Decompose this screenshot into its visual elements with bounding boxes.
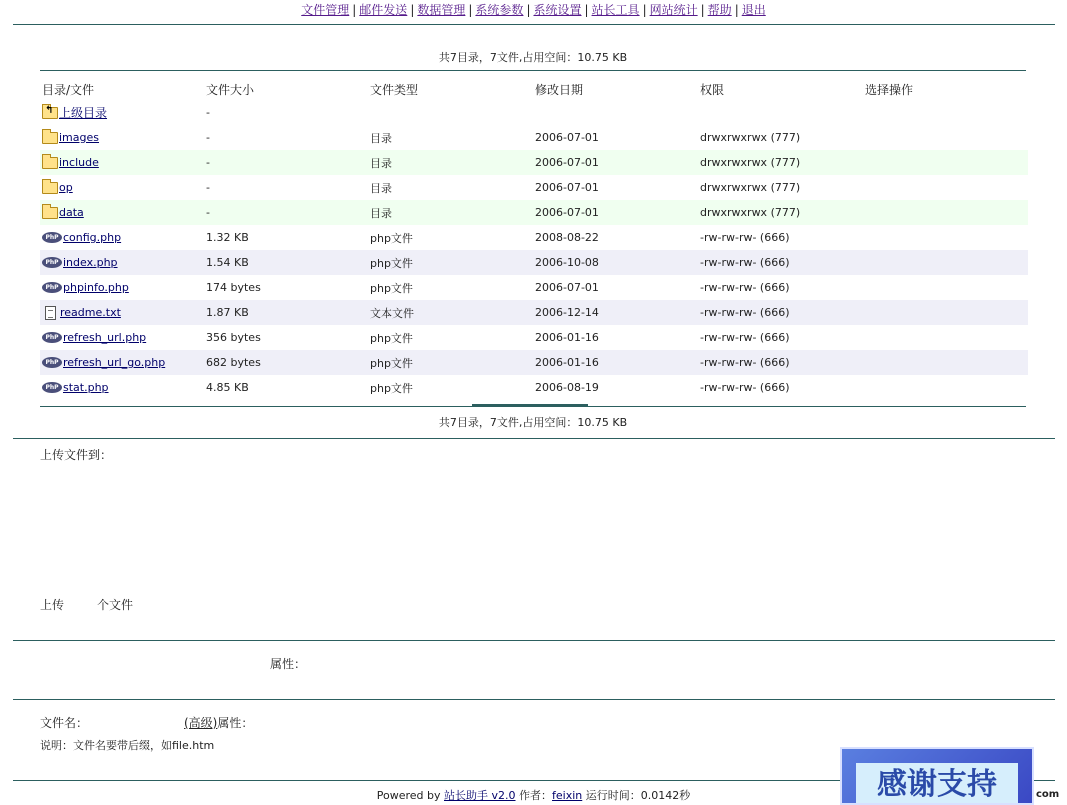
parent-dir-link[interactable]: 上级目录 <box>59 106 108 120</box>
cell-action <box>863 300 1028 325</box>
file-link[interactable]: include <box>59 156 99 169</box>
table-row <box>40 275 1028 300</box>
file-link[interactable]: phpinfo.php <box>63 281 129 294</box>
table-row <box>40 350 1028 375</box>
cell-size: 1.87 KB <box>204 300 368 325</box>
divider <box>13 438 1055 439</box>
cell-size: 1.54 KB <box>204 250 368 275</box>
advanced-link[interactable]: (高级) <box>184 716 218 730</box>
table-row <box>40 200 1028 225</box>
thanks-badge-text: 感谢支持 <box>856 763 1018 803</box>
cell-perm: drwxrwxrwx (777) <box>700 181 801 194</box>
nav-system-params[interactable]: 系统参数 <box>475 3 524 17</box>
badge-suffix: com <box>1036 789 1060 800</box>
cell-perm: -rw-rw-rw- (666) <box>698 350 863 375</box>
cell-perm: -rw-rw-rw- (666) <box>700 381 790 394</box>
cell-type: 目录 <box>370 181 392 195</box>
cell-type: 目录 <box>370 131 392 145</box>
cell-date: 2006-08-19 <box>535 381 599 394</box>
upload-count-label: 个文件 <box>97 598 134 612</box>
cell-action <box>863 325 1028 350</box>
table-row <box>40 150 1028 175</box>
cell-perm: -rw-rw-rw- (666) <box>700 331 790 344</box>
file-link[interactable]: refresh_url.php <box>63 331 147 344</box>
top-nav <box>0 2 1067 18</box>
header-name: 目录/文件 <box>42 82 95 97</box>
footer-powered: Powered by <box>376 789 441 802</box>
cell-action <box>863 225 1028 250</box>
nav-file-manage[interactable]: 文件管理 <box>301 3 350 17</box>
php-file-icon: PhP <box>42 232 62 243</box>
footer-runtime: 运行时间：0.0142秒 <box>585 789 691 802</box>
nav-separator: | <box>700 3 705 17</box>
php-file-icon: PhP <box>42 332 62 343</box>
cell-type: php文件 <box>370 231 413 245</box>
header-action: 选择操作 <box>865 82 914 97</box>
footer-product-link[interactable]: 站长助手 v2.0 <box>444 789 516 802</box>
nav-separator: | <box>410 3 415 17</box>
nav-separator: | <box>642 3 647 17</box>
divider <box>13 699 1055 700</box>
cell-date: 2006-01-16 <box>533 350 698 375</box>
file-table <box>40 78 1028 400</box>
cell-date: 2006-10-08 <box>533 250 698 275</box>
table-row <box>40 175 1028 200</box>
cell-size: - <box>206 131 210 144</box>
header-date: 修改日期 <box>535 82 584 97</box>
attr-label: 属性： <box>270 657 307 671</box>
upload-label: 上传 <box>40 598 65 612</box>
upload-target-label: 上传文件到： <box>40 448 113 462</box>
cell-perm: -rw-rw-rw- (666) <box>700 281 790 294</box>
nav-separator: | <box>584 3 589 17</box>
nav-separator: | <box>352 3 357 17</box>
cell-action <box>863 175 1028 200</box>
table-header-row <box>40 78 1028 100</box>
cell-action <box>863 200 1028 225</box>
header-perm: 权限 <box>700 82 725 97</box>
folder-icon <box>42 132 58 144</box>
cell-action <box>863 250 1028 275</box>
file-link[interactable]: data <box>59 206 84 219</box>
cell-size: - <box>206 181 210 194</box>
cell-date: 2008-08-22 <box>535 231 599 244</box>
nav-system-settings[interactable]: 系统设置 <box>533 3 582 17</box>
table-row <box>40 375 1028 400</box>
php-file-icon: PhP <box>42 357 62 368</box>
file-link[interactable]: index.php <box>63 256 118 269</box>
filename-hint: 说明：文件名要带后缀，如file.htm <box>40 739 215 752</box>
cell-action <box>863 150 1028 175</box>
table-row <box>40 250 1028 275</box>
divider <box>40 406 1026 407</box>
cell-perm: drwxrwxrwx (777) <box>698 150 863 175</box>
footer-author-label: 作者： <box>519 789 553 802</box>
header-size: 文件大小 <box>206 82 255 97</box>
file-link[interactable]: readme.txt <box>60 306 121 319</box>
file-link[interactable]: op <box>59 181 73 194</box>
cell-perm: drwxrwxrwx (777) <box>698 200 863 225</box>
php-file-icon: PhP <box>42 382 62 393</box>
footer-author-link[interactable]: feixin <box>552 789 583 802</box>
cell-date: 2006-07-01 <box>535 281 599 294</box>
php-file-icon: PhP <box>42 282 62 293</box>
cell-size: - <box>206 106 210 119</box>
text-file-icon <box>45 306 56 320</box>
cell-perm: -rw-rw-rw- (666) <box>700 231 790 244</box>
file-link[interactable]: config.php <box>63 231 122 244</box>
cell-type: php文件 <box>370 281 413 295</box>
divider <box>13 24 1055 25</box>
header-type: 文件类型 <box>370 82 419 97</box>
summary-bottom: 共7目录，7文件,占用空间：10.75 KB <box>438 416 628 429</box>
cell-type: php文件 <box>370 331 413 345</box>
nav-separator: | <box>526 3 531 17</box>
table-row <box>40 225 1028 250</box>
nav-site-stats[interactable]: 网站统计 <box>649 3 698 17</box>
cell-size: 682 bytes <box>204 350 368 375</box>
cell-date: 2006-07-01 <box>533 200 698 225</box>
nav-help[interactable]: 帮助 <box>707 3 732 17</box>
cell-size: - <box>204 150 368 175</box>
table-row <box>40 325 1028 350</box>
cell-action <box>863 275 1028 300</box>
cell-perm: -rw-rw-rw- (666) <box>698 300 863 325</box>
advanced-attr-label: 属性： <box>217 716 254 730</box>
folder-icon <box>42 157 58 169</box>
cell-type: 文本文件 <box>368 300 533 325</box>
divider <box>40 70 1026 71</box>
nav-separator: | <box>734 3 739 17</box>
cell-perm: -rw-rw-rw- (666) <box>698 250 863 275</box>
cell-size: 174 bytes <box>206 281 261 294</box>
summary-top: 共7目录，7文件,占用空间：10.75 KB <box>438 51 628 64</box>
cell-date: 2006-07-01 <box>535 131 599 144</box>
file-link[interactable]: images <box>59 131 99 144</box>
nav-logout[interactable]: 退出 <box>741 3 766 17</box>
nav-mail-send[interactable]: 邮件发送 <box>359 3 408 17</box>
cell-date: 2006-07-01 <box>535 181 599 194</box>
cell-action <box>863 125 1028 150</box>
cell-type: 目录 <box>368 200 533 225</box>
folder-icon <box>42 182 58 194</box>
cell-type: php文件 <box>370 381 413 395</box>
nav-data-manage[interactable]: 数据管理 <box>417 3 466 17</box>
cell-date: 2006-01-16 <box>535 331 599 344</box>
cell-date: 2006-12-14 <box>533 300 698 325</box>
cell-action <box>863 350 1028 375</box>
cell-date: 2006-07-01 <box>533 150 698 175</box>
cell-size: 1.32 KB <box>206 231 249 244</box>
table-row <box>40 125 1028 150</box>
cell-action <box>863 375 1028 400</box>
advanced-attr <box>184 714 253 731</box>
cell-size: 356 bytes <box>206 331 261 344</box>
parent-folder-icon[interactable] <box>42 107 58 119</box>
filename-label: 文件名： <box>40 716 89 730</box>
table-row <box>40 300 1028 325</box>
cell-size: - <box>204 200 368 225</box>
folder-icon <box>42 207 58 219</box>
cell-type: php文件 <box>368 250 533 275</box>
file-link[interactable]: refresh_url_go.php <box>63 356 166 369</box>
cell-size: 4.85 KB <box>206 381 249 394</box>
cell-perm: drwxrwxrwx (777) <box>700 131 801 144</box>
table-row-parent <box>40 100 1028 125</box>
nav-separator: | <box>468 3 473 17</box>
thanks-badge[interactable] <box>840 747 1034 805</box>
cell-type: 目录 <box>368 150 533 175</box>
php-file-icon: PhP <box>42 257 62 268</box>
file-link[interactable]: stat.php <box>63 381 109 394</box>
divider <box>13 640 1055 641</box>
cell-type: php文件 <box>368 350 533 375</box>
nav-webmaster-tools[interactable]: 站长工具 <box>591 3 640 17</box>
